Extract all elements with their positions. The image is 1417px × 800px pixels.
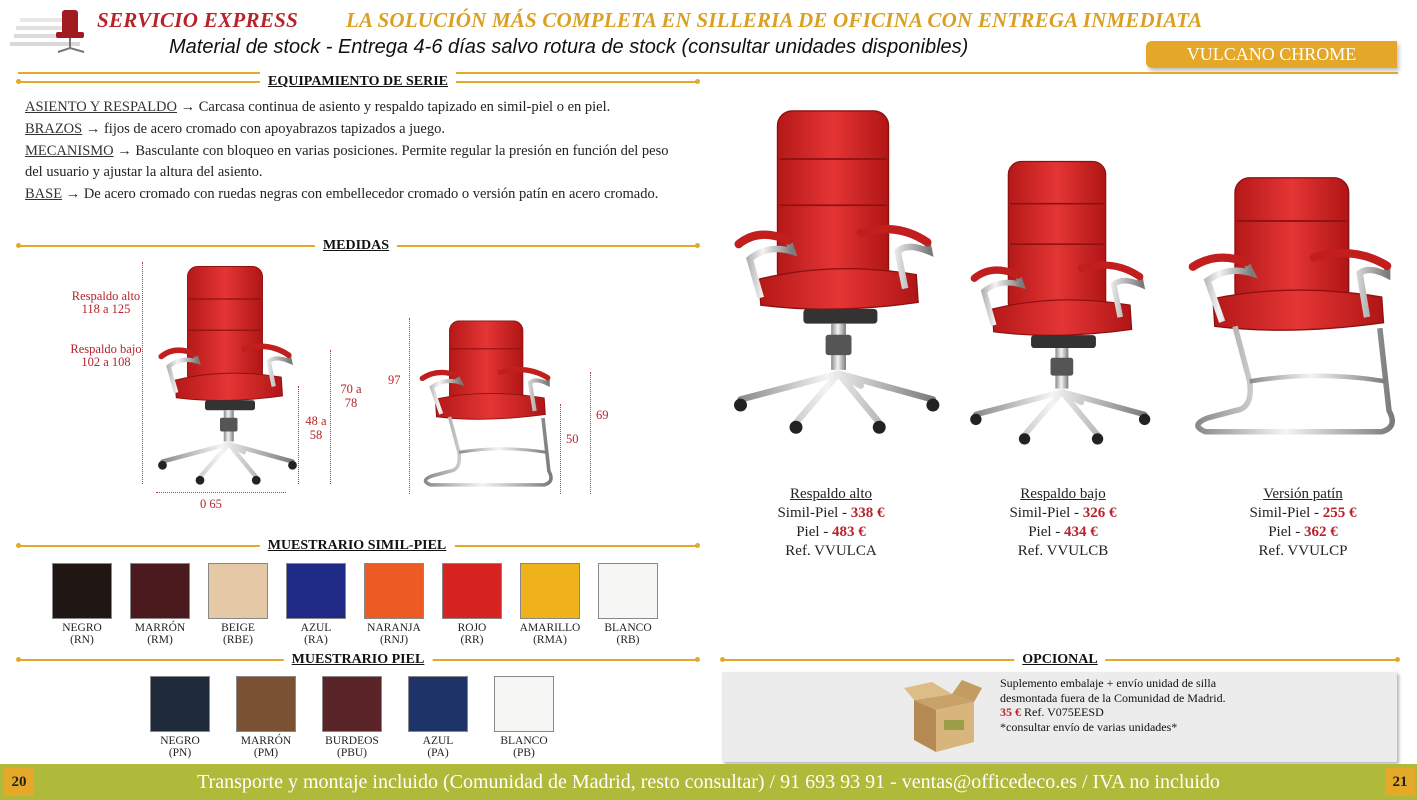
equipment-key: MECANISMO: [25, 143, 114, 159]
leather-swatch-label: [140, 735, 220, 759]
brand-title: SERVICIO EXPRESS: [97, 8, 299, 32]
simil-swatch: [130, 563, 190, 619]
dim-back-high-label: Respaldo alto: [71, 289, 141, 303]
equipment-text: → De acero cromado con ruedas negras con embellecedor cromado o versión patín en acero cromado.: [62, 185, 659, 202]
simil-price: 338 €: [850, 505, 885, 521]
simil-swatch: [598, 563, 658, 619]
leather-price-label: Piel -: [1268, 524, 1305, 540]
swatch-name: AZUL: [300, 622, 332, 634]
simil-swatch-label: [198, 622, 278, 646]
price-card-sled: [1213, 485, 1393, 561]
dim-back-low-range: 102 a 108: [81, 355, 131, 369]
product-ref: Ref. VVULCP: [1258, 543, 1348, 559]
leather-swatch-label: [226, 735, 306, 759]
simil-price-label: Simil-Piel -: [1249, 505, 1323, 521]
equipment-text: → Basculante con bloqueo en varias posiciones. Permite regular la presión en función del peso del usuario y ajustar la altura del asiento.: [25, 143, 669, 180]
swatch-code: (PB): [513, 747, 535, 759]
dim-back-low: [70, 343, 142, 369]
swatch-name: AZUL: [422, 735, 454, 747]
leather-price: 483 €: [832, 524, 866, 540]
product-image-high-back: [722, 94, 944, 446]
simil-samples-heading: [18, 536, 698, 556]
leather-price: 362 €: [1304, 524, 1338, 540]
leather-price-label: Piel -: [796, 524, 833, 540]
dim-back-high-range: 118 a 125: [81, 302, 131, 316]
swatch-code: (PBU): [336, 747, 368, 759]
leather-swatch-label: [398, 735, 478, 759]
leather-swatch: [408, 676, 468, 732]
swatch-name: AMARILLO: [519, 622, 581, 634]
price-card-high-back: [741, 485, 921, 561]
equipment-key: BRAZOS: [25, 121, 83, 137]
optional-price-line: [1000, 705, 1240, 720]
swatch-code: (RB): [616, 634, 640, 646]
simil-price-label: Simil-Piel -: [777, 505, 851, 521]
optional-description: Suplemento embalaje + envío unidad de silla desmontada fuera de la Comunidad de Madrid.: [1000, 676, 1226, 705]
simil-swatch: [286, 563, 346, 619]
model-name-tab: VULCANO CHROME: [1146, 41, 1397, 68]
simil-price: 326 €: [1082, 505, 1117, 521]
equipment-item: [25, 141, 689, 182]
optional-ref: Ref. V075EESD: [1021, 705, 1104, 719]
leather-price-line: [973, 523, 1153, 542]
price-card-title: Respaldo alto: [789, 486, 873, 502]
simil-swatch-label: [510, 622, 590, 646]
swatch-code: (RM): [147, 634, 173, 646]
chair-stack-logo: [6, 6, 90, 56]
optional-heading: [722, 650, 1398, 670]
dim-line-seat: [298, 386, 299, 484]
dim-back-high: [70, 290, 142, 316]
equipment-text: → fijos de acero cromado con apoyabrazos tapizados a juego.: [82, 121, 445, 137]
simil-swatch-label: [588, 622, 668, 646]
dim-sled-seat: 50: [566, 432, 579, 446]
simil-swatch: [442, 563, 502, 619]
dim-line-sled-arm: [590, 372, 591, 494]
simil-price-line: [1213, 504, 1393, 523]
swatch-name: ROJO: [457, 622, 487, 634]
leather-swatch: [150, 676, 210, 732]
swatch-code: (RR): [460, 634, 484, 646]
dim-line-arm: [330, 350, 331, 484]
dim-line-height: [142, 262, 143, 484]
dim-seat-height: 48 a 58: [305, 414, 327, 442]
swatch-code: (PM): [253, 747, 279, 759]
swatch-name: NEGRO: [160, 735, 200, 747]
leather-swatch: [236, 676, 296, 732]
swatch-name: NARANJA: [367, 622, 421, 634]
measure-chair-sled: [414, 314, 556, 496]
swatch-code: (PA): [427, 747, 449, 759]
headline: LA SOLUCIÓN MÁS COMPLETA EN SILLERIA DE OFICINA CON ENTREGA INMEDIATA: [346, 8, 1203, 32]
swatch-code: (RN): [70, 634, 94, 646]
swatch-name: BLANCO: [604, 622, 652, 634]
measures-heading: [18, 236, 698, 256]
simil-swatch: [52, 563, 112, 619]
swatch-name: BLANCO: [500, 735, 548, 747]
simil-samples-heading-label: MUESTRARIO SIMIL-PIEL: [260, 536, 455, 556]
simil-swatch: [208, 563, 268, 619]
equipment-item: [25, 119, 689, 140]
simil-swatch-label: [120, 622, 200, 646]
simil-swatch-label: [432, 622, 512, 646]
swatch-code: (RNJ): [379, 634, 409, 646]
dim-line-diameter: [156, 492, 286, 493]
simil-price-line: [741, 504, 921, 523]
equipment-heading: [18, 72, 698, 92]
optional-note: *consultar envío de varias unidades*: [1000, 719, 1178, 734]
swatch-code: (PN): [168, 747, 192, 759]
equipment-key: ASIENTO Y RESPALDO: [25, 99, 178, 115]
price-card-title: Respaldo bajo: [1020, 486, 1106, 502]
equipment-item: [25, 97, 689, 118]
swatch-code: (RA): [304, 634, 328, 646]
optional-heading-label: OPCIONAL: [1014, 650, 1105, 670]
dim-sled-arm: 69: [596, 408, 609, 422]
simil-swatch: [520, 563, 580, 619]
measures-heading-label: MEDIDAS: [315, 236, 397, 256]
simil-price: 255 €: [1322, 505, 1357, 521]
equipment-text: → Carcasa continua de asiento y respaldo tapizado en simil-piel o en piel.: [177, 99, 611, 115]
swatch-name: NEGRO: [62, 622, 102, 634]
price-card-low-back: [973, 485, 1153, 561]
leather-swatch-label: [484, 735, 564, 759]
simil-swatch-label: [276, 622, 356, 646]
leather-price-label: Piel -: [1028, 524, 1065, 540]
equipment-heading-label: EQUIPAMIENTO DE SERIE: [260, 72, 456, 92]
optional-text: [1000, 676, 1240, 734]
footer-text: Transporte y montaje incluido (Comunidad de Madrid, resto consultar) / 91 693 93 91 - ventas@officedeco.es / IVA no incluido: [197, 771, 1220, 793]
subheadline: Material de stock - Entrega 4-6 días salvo rotura de stock (consultar unidades disponibles): [169, 36, 969, 58]
swatch-name: MARRÓN: [134, 622, 186, 634]
dim-sled-height: 97: [388, 373, 401, 387]
leather-swatch-label: [312, 735, 392, 759]
product-ref: Ref. VVULCA: [785, 543, 877, 559]
optional-price: 35 €: [1000, 705, 1021, 719]
equipment-item: [25, 184, 689, 205]
swatch-name: BURDEOS: [325, 735, 379, 747]
dim-line-sled-height: [409, 318, 410, 494]
page-number-left: 20: [4, 768, 34, 796]
simil-price-line: [973, 504, 1153, 523]
price-card-title: Versión patín: [1263, 486, 1343, 502]
leather-price: 434 €: [1064, 524, 1098, 540]
dim-back-low-label: Respaldo bajo: [70, 342, 142, 356]
swatch-code: (RMA): [533, 634, 567, 646]
equipment-list: [25, 97, 689, 206]
product-image-sled: [1180, 168, 1400, 448]
product-image-low-back: [950, 155, 1164, 447]
dim-line-sled-seat: [560, 404, 561, 494]
swatch-name: BEIGE: [221, 622, 255, 634]
equipment-key: BASE: [25, 185, 63, 202]
leather-samples-heading: [18, 650, 698, 670]
simil-price-label: Simil-Piel -: [1009, 505, 1083, 521]
leather-swatch: [494, 676, 554, 732]
swatch-name: MARRÓN: [240, 735, 292, 747]
simil-swatch-label: [42, 622, 122, 646]
dim-arm-height: 70 a 78: [340, 382, 362, 410]
leather-swatch: [322, 676, 382, 732]
shipping-box-icon: [902, 674, 984, 754]
product-ref: Ref. VVULCB: [1017, 543, 1109, 559]
simil-swatch-label: [354, 622, 434, 646]
leather-samples-heading-label: MUESTRARIO PIEL: [284, 650, 433, 670]
leather-price-line: [741, 523, 921, 542]
page-number-right: 21: [1385, 768, 1415, 796]
measure-chair-swivel: [150, 258, 300, 490]
leather-price-line: [1213, 523, 1393, 542]
simil-swatch: [364, 563, 424, 619]
dim-diameter: 0 65: [200, 497, 222, 511]
swatch-code: (RBE): [222, 634, 254, 646]
